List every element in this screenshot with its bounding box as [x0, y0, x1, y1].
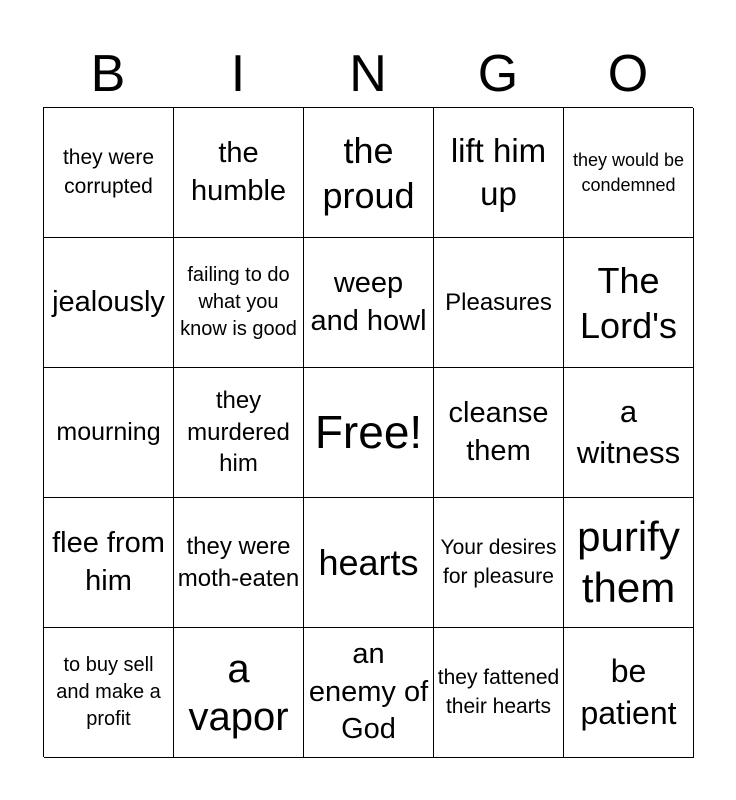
cell-text: to buy sell and make a profit [56, 654, 161, 730]
bingo-cell-r5c3[interactable] [304, 628, 434, 758]
bingo-cell-r3c2[interactable] [174, 368, 304, 498]
bingo-cell-r1c4[interactable] [434, 108, 564, 238]
cell-text: the proud [322, 129, 415, 216]
cell-text: weep and howl [310, 266, 427, 337]
cell-text: The Lord's [580, 259, 677, 346]
bingo-cell-r4c5[interactable] [564, 498, 694, 628]
cell-text: be patient [580, 652, 677, 731]
bingo-cell-r1c5[interactable] [564, 108, 694, 238]
cell-text: the humble [190, 136, 287, 207]
cell-text: a witness [576, 394, 681, 470]
bingo-cell-r4c2[interactable] [174, 498, 304, 628]
header-letter-g: G [477, 45, 519, 103]
bingo-cell-r4c4[interactable] [434, 498, 564, 628]
bingo-cell-r2c2[interactable] [174, 238, 304, 368]
cell-text: lift him up [450, 131, 547, 212]
header-letter-b: B [90, 45, 126, 103]
cell-text: they would be condemned [572, 149, 685, 195]
cell-text: jealously [52, 285, 165, 318]
cell-text: they were corrupted [62, 146, 155, 198]
bingo-cell-r5c2[interactable] [174, 628, 304, 758]
cell-text: failing to do what you know is good [180, 264, 297, 340]
cell-text: hearts [318, 542, 419, 583]
header-letter-o: O [607, 45, 649, 103]
cell-text: Your desires for pleasure [440, 536, 557, 588]
cell-text: they fattened their hearts [437, 666, 560, 718]
cell-text: flee from him [52, 526, 165, 597]
header-letter-i: I [230, 45, 246, 103]
bingo-cell-r3c3[interactable] [304, 368, 434, 498]
bingo-cell-r4c3[interactable] [304, 498, 434, 628]
bingo-cell-r5c1[interactable] [44, 628, 174, 758]
bingo-cell-r5c5[interactable] [564, 628, 694, 758]
bingo-cell-r1c1[interactable] [44, 108, 174, 238]
bingo-cell-r2c3[interactable] [304, 238, 434, 368]
bingo-cell-r3c1[interactable] [44, 368, 174, 498]
cell-text: cleanse them [448, 396, 549, 467]
bingo-cell-r3c4[interactable] [434, 368, 564, 498]
bingo-cell-r2c4[interactable] [434, 238, 564, 368]
bingo-header [43, 40, 693, 108]
cell-text: they murdered him [187, 386, 290, 478]
cell-text: they were moth-eaten [177, 532, 300, 592]
bingo-cell-r4c1[interactable] [44, 498, 174, 628]
cell-text: purify them [577, 513, 680, 611]
bingo-board [43, 107, 693, 757]
bingo-cell-r3c5[interactable] [564, 368, 694, 498]
free-space-text: Free! [314, 406, 423, 459]
cell-text: an enemy of God [308, 637, 429, 746]
header-letter-n: N [349, 45, 387, 103]
cell-text: Pleasures [445, 288, 552, 316]
cell-text: a vapor [188, 646, 289, 739]
bingo-cell-r1c3[interactable] [304, 108, 434, 238]
bingo-cell-r5c4[interactable] [434, 628, 564, 758]
bingo-cell-r2c5[interactable] [564, 238, 694, 368]
cell-text: mourning [56, 418, 161, 446]
bingo-cell-r2c1[interactable] [44, 238, 174, 368]
bingo-cell-r1c2[interactable] [174, 108, 304, 238]
